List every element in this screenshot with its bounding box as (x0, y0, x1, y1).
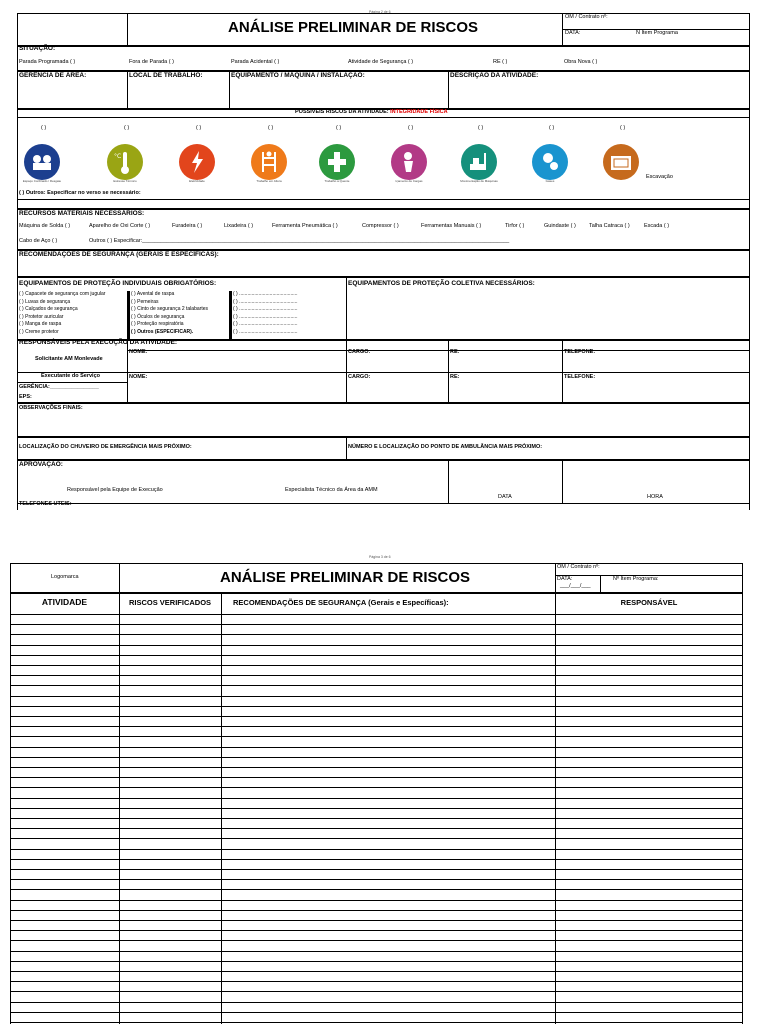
table-row[interactable] (10, 930, 743, 931)
escavacao-label: Escavação (646, 174, 673, 180)
table-row[interactable] (10, 787, 743, 788)
recurso-option[interactable]: Talha Catraca ( ) (589, 223, 630, 229)
table-row[interactable] (10, 981, 743, 982)
epi-heading: EQUIPAMENTOS DE PROTEÇÃO INDIVIDUAIS OBRIGATÓRIOS: (19, 280, 217, 287)
epi-option[interactable]: ( ) Capacete de segurança com jugular (19, 291, 106, 297)
recomendacoes-heading: RECOMENDAÇÕES DE SEGURANÇA (GERAIS E ESPECÍFICAS): (19, 251, 219, 258)
table-row[interactable] (10, 808, 743, 809)
epi-option[interactable]: ( ) Perneiras (131, 298, 159, 305)
executante-label: Executante do Serviço (41, 373, 100, 379)
hora-aprovacao-label: HORA (647, 494, 663, 500)
recurso-option[interactable]: Tirfor ( ) (505, 223, 525, 229)
ambulancia-label: NÚMERO E LOCALIZAÇÃO DO PONTO DE AMBULÂNCIA MAIS PRÓXIMO: (348, 444, 543, 450)
table-row[interactable] (10, 696, 743, 697)
table-row[interactable] (10, 869, 743, 870)
electricity-icon (179, 144, 215, 180)
page2-title: ANÁLISE PRELIMINAR DE RISCOS (220, 569, 471, 586)
aprovacao-heading: APROVAÇÃO: (19, 461, 63, 468)
recurso-cabo-aco[interactable]: Cabo de Aço ( ) (19, 238, 58, 244)
resp-equipe-label: Responsável pela Equipe de Execução (67, 487, 163, 493)
telefone-label-2: TELEFONE: (564, 374, 596, 380)
risk-caption: Movimentação de Máquinas (460, 179, 498, 183)
recurso-option[interactable]: Escada ( ) (644, 223, 670, 229)
table-row[interactable] (10, 665, 743, 666)
epi-option[interactable]: ( ) Outros (ESPECIFICAR). (131, 328, 194, 335)
cargo-label: CARGO: (348, 349, 371, 355)
situacao-option[interactable]: RE ( ) (493, 59, 508, 65)
risk-caption: Içamento de Cargas (395, 179, 423, 183)
date-label: DATA: (565, 30, 581, 36)
risk-checkbox[interactable]: ( ) (124, 125, 130, 131)
observacoes-box (17, 403, 750, 437)
epi-option[interactable]: ( ) .......................................... (233, 328, 298, 335)
table-row[interactable] (10, 849, 743, 850)
re-label: RE: (450, 349, 460, 355)
table-row[interactable] (10, 818, 743, 819)
recurso-option[interactable]: Furadeira ( ) (172, 223, 203, 229)
gases-icon (532, 144, 568, 180)
epi-option[interactable]: ( ) .......................................... (233, 313, 298, 320)
recurso-outros[interactable]: Outros ( ) Especificar:________________________________________________________________________________________________________________________ (89, 238, 510, 244)
especialista-label: Especialista Técnico da Área da AMM (285, 487, 378, 493)
table-row[interactable] (10, 736, 743, 737)
table-row[interactable] (10, 757, 743, 758)
epi-option[interactable]: ( ) .......................................... (233, 298, 298, 305)
recurso-option[interactable]: Aparelho de Oxi Corte ( ) (89, 223, 151, 229)
table-row[interactable] (10, 879, 743, 880)
situacao-option[interactable]: Fora de Parada ( ) (129, 59, 174, 65)
table-row[interactable] (10, 961, 743, 962)
thermal-stress-icon (107, 144, 143, 180)
risk-caption: Trabalho em Altura (256, 179, 282, 183)
table-row[interactable] (10, 859, 743, 860)
table-row[interactable] (10, 991, 743, 992)
table-row[interactable] (10, 675, 743, 676)
risk-caption: Espaço Confinado / Resgate (22, 179, 62, 183)
date-label-2: DATA: (557, 576, 573, 582)
risk-checkbox[interactable]: ( ) (478, 125, 484, 131)
table-row[interactable] (10, 971, 743, 972)
table-row[interactable] (10, 889, 743, 890)
risk-caption: Trabalho a Quente (324, 179, 350, 183)
svg-text:°C: °C (114, 153, 122, 160)
table-row[interactable] (10, 767, 743, 768)
table-row[interactable] (10, 1002, 743, 1003)
re-label-2: RE: (450, 374, 460, 380)
nome-label-2: NOME: (129, 374, 148, 380)
mobile-equipment-icon (461, 144, 497, 180)
page-number-top: Página 2 de 6 (369, 10, 391, 14)
situacao-option[interactable]: Obra Nova ( ) (564, 59, 598, 65)
risk-caption: Gases (545, 179, 555, 183)
table-row[interactable] (10, 655, 743, 656)
epi-option[interactable]: ( ) Avental de raspa (131, 291, 175, 297)
table-row[interactable] (10, 910, 743, 911)
recurso-option[interactable]: Compressor ( ) (362, 223, 399, 229)
local-trabalho-label: LOCAL DE TRABALHO: (129, 72, 203, 79)
recursos-heading: RECURSOS MATERIAIS NECESSÁRIOS: (19, 210, 145, 217)
epi-option[interactable]: ( ) Protetor auricular (19, 313, 64, 320)
telefones-uteis-label: TELEFONES ÚTEIS: (19, 501, 72, 506)
logomarca-label: Logomarca (51, 574, 79, 580)
risk-checkbox[interactable]: ( ) (41, 125, 47, 131)
gerencia-label: GERÊNCIA:________________ (19, 384, 99, 390)
work-at-height-icon (251, 144, 287, 180)
descricao-atividade-label: DESCRIÇÃO DA ATIVIDADE: (450, 72, 539, 79)
col-header-atividade: ATIVIDADE (41, 597, 88, 607)
risk-checkbox[interactable]: ( ) (549, 125, 555, 131)
table-row[interactable] (10, 645, 743, 646)
epi-option[interactable]: ( ) Manga de raspa (19, 321, 62, 327)
cargo-label-2: CARGO: (348, 374, 371, 380)
table-row[interactable] (10, 920, 743, 921)
table-row[interactable] (10, 634, 743, 635)
epi-option[interactable]: ( ) Proteção respiratória (131, 321, 184, 327)
data-aprovacao-label: DATA (498, 494, 512, 500)
nome-label: NOME: (129, 349, 148, 355)
risk-checkbox[interactable]: ( ) (336, 125, 342, 131)
load-lifting-icon (391, 144, 427, 180)
col-header-recomendacoes: RECOMENDAÇÕES DE SEGURANÇA (Gerais e Específicas): (233, 598, 449, 607)
excavation-icon (603, 144, 639, 180)
epc-heading: EQUIPAMENTOS DE PROTEÇÃO COLETIVA NECESSÁRIOS: (348, 280, 535, 287)
table-row[interactable] (10, 624, 743, 625)
table-row[interactable] (10, 951, 743, 952)
epi-option[interactable]: ( ) Calçados de segurança (19, 306, 78, 312)
risk-checkbox[interactable]: ( ) (268, 125, 274, 131)
recurso-option[interactable]: Ferramentas Manuais ( ) (421, 223, 482, 229)
situacao-heading: SITUAÇÃO: (19, 45, 56, 52)
epi-option[interactable]: ( ) Luvas de segurança (19, 298, 71, 305)
epi-option[interactable]: ( ) .......................................... (233, 291, 298, 297)
situacao-option[interactable]: Parada Acidental ( ) (231, 59, 280, 65)
gerencia-area-label: GERÊNCIA DE ÁREA: (19, 72, 87, 79)
table-row[interactable] (10, 614, 743, 615)
aprovacao-box (17, 460, 750, 504)
col-header-responsavel: RESPONSÁVEL (620, 598, 678, 607)
epi-option[interactable]: ( ) Óculos de segurança (131, 313, 185, 320)
risk-checkbox[interactable]: ( ) (620, 125, 626, 131)
telefone-label: TELEFONE: (564, 349, 596, 355)
confined-space-icon (24, 144, 60, 180)
eps-label: EPS: (19, 394, 32, 400)
recurso-option[interactable]: Máquina de Solda ( ) (19, 223, 71, 229)
recurso-option[interactable]: Ferramenta Pneumática ( ) (272, 223, 338, 229)
situacao-option[interactable]: Parada Programada ( ) (19, 59, 76, 65)
situacao-option[interactable]: Atividade de Segurança ( ) (348, 59, 414, 65)
riscos-heading-red: INTEGRIDADE FÍSICA (390, 109, 448, 115)
table-row[interactable] (10, 838, 743, 839)
observacoes-label: OBSERVAÇÕES FINAIS: (19, 405, 83, 411)
riscos-heading: POSSÍVEIS RISCOS DA ATIVIDADE: INTEGRIDADE FÍSICA (295, 109, 448, 115)
table-row[interactable] (10, 900, 743, 901)
table-row[interactable] (10, 716, 743, 717)
page-number: Página 3 de 6 (369, 555, 391, 559)
risk-caption: Estresse Térmico (113, 179, 137, 183)
table-row[interactable] (10, 940, 743, 941)
risk-checkbox[interactable]: ( ) (408, 125, 414, 131)
page-title: ANÁLISE PRELIMINAR DE RISCOS (228, 19, 479, 36)
responsaveis-heading: RESPONSÁVEIS PELA EXECUÇÃO DA ATIVIDADE: (19, 339, 178, 346)
epi-option[interactable]: ( ) Cinto de segurança 2 talabartes (131, 306, 208, 312)
risk-caption: Eletricidade (189, 179, 205, 183)
chuveiro-label: LOCALIZAÇÃO DO CHUVEIRO DE EMERGÊNCIA MAIS PRÓXIMO: (19, 444, 192, 450)
equipamento-label: EQUIPAMENTO / MÁQUINA / INSTALAÇÃO: (231, 72, 365, 79)
recurso-option[interactable]: Guindaste ( ) (544, 223, 576, 229)
epi-option[interactable]: ( ) .......................................... (233, 306, 298, 312)
solicitante-label: Solicitante AM Monlevade (35, 356, 103, 362)
col-header-riscos: RISCOS VERIFICADOS (128, 598, 212, 607)
date-blank[interactable]: ___/___/___ (560, 583, 591, 589)
table-row[interactable] (10, 798, 743, 799)
hot-work-icon (319, 144, 355, 180)
epi-option[interactable]: ( ) .......................................... (233, 321, 298, 327)
item-programa-label: N Item Programa (636, 30, 678, 36)
table-row[interactable] (10, 726, 743, 727)
table-row[interactable] (10, 747, 743, 748)
epi-option[interactable]: ( ) Creme protetor (19, 328, 59, 335)
recurso-option[interactable]: Lixadeira ( ) (224, 223, 254, 229)
item-programa-label-2: Nº Item Programa: (613, 576, 659, 582)
table-row[interactable] (10, 1012, 743, 1013)
outros-riscos: ( ) Outros: Especificar no verso se necessário: (19, 190, 141, 196)
risk-checkbox[interactable]: ( ) (196, 125, 202, 131)
table-row[interactable] (10, 685, 743, 686)
table-row[interactable] (10, 706, 743, 707)
table-row[interactable] (10, 777, 743, 778)
om-contrato-label: OM / Contrato nº: (565, 14, 608, 20)
table-row[interactable] (10, 828, 743, 829)
table-row[interactable] (10, 1022, 743, 1023)
om-contrato-label-2: OM / Contrato nº: (557, 564, 600, 570)
